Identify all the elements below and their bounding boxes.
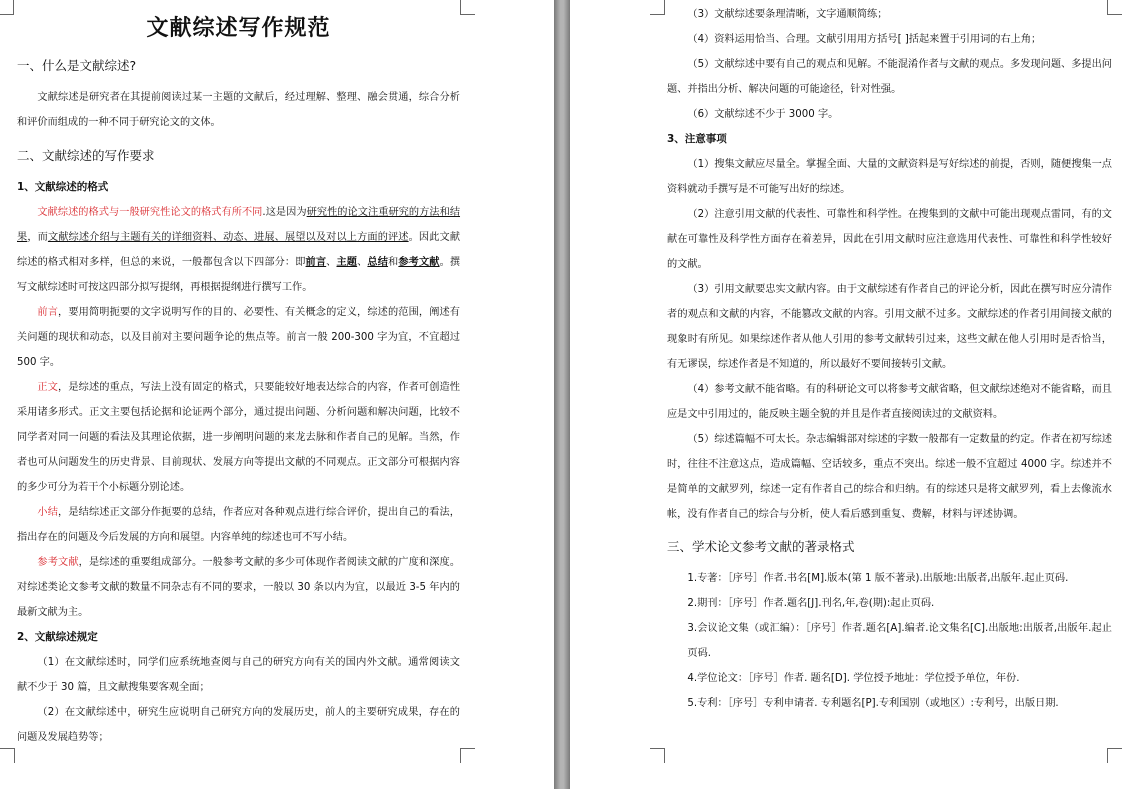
note-item: （4）参考文献不能省略。有的科研论文可以将参考文献省略，但文献综述绝对不能省略，而且应是文中引用过的，能反映主题全貌的并且是作者直接阅读过的文献资料。 (667, 384, 1112, 420)
paragraph-summary (17, 500, 460, 550)
corner-mark (1107, 748, 1122, 763)
section-heading-3: 三、学术论文参考文献的著录格式 (667, 539, 855, 554)
text-run: ，是结综述正文部分作扼要的总结，作者应对各种观点进行综合评价，提出自己的看法，指出存在的问题及今后发展的方向和展望。内容单纯的综述也可不写小结。 (17, 507, 460, 543)
text-run: 、 (326, 257, 337, 268)
section-heading-2: 二、文献综述的写作要求 (17, 148, 155, 163)
rule-item: （5）文献综述中要有自己的观点和见解。不能混淆作者与文献的观点。多发现问题、多提出问题、并指出分析、解决问题的可能途径，针对性强。 (667, 59, 1112, 95)
corner-mark (650, 0, 665, 15)
text-run: ，要用简明扼要的文字说明写作的目的、必要性、有关概念的定义，综述的范围，阐述有关问题的现状和动态，以及目前对主要问题争论的焦点等。前言一般 200-300 字为宜，不宜超过 500 字。 (17, 307, 460, 368)
rule-item: （3）文献综述要条理清晰，文字通顺简练； (687, 9, 888, 20)
paragraph-format (17, 200, 460, 300)
subheading-notes: 3、注意事项 (667, 133, 727, 145)
rule-item: （4）资料运用恰当、合理。文献引用用方括号[ ]括起来置于引用词的右上角； (687, 34, 1042, 45)
corner-mark (460, 0, 475, 15)
reference-format-item: 1.专著：［序号］作者.书名[M].版本(第 1 版不著录).出版地:出版者,出版年.起止页码. (687, 573, 1069, 584)
rule-item: （1）在文献综述时，同学们应系统地查阅与自己的研究方向有关的国内外文献。通常阅读文献不少于 30 篇，且文献搜集要客观全面； (17, 657, 460, 693)
text-run: 。撰写文献综述时可按这四部分拟写提纲，再根据提纲进行撰写工作。 (17, 257, 461, 293)
text-run: ，是综述的重点，写法上没有固定的格式，只要能较好地表达综合的内容，作者可创造性采用诸多形式。正文主要包括论据和论证两个部分，通过提出问题、分析问题和解决问题，比较不同学者对同一问题的看法及其理论依据，进一步阐明问题的来龙去脉和作者自己的见解。当然，作者也可从问题发生的历史背景、目前现状、发展方向等提出文献的不同观点。正文部分可根据内容的多少可分为若干个小标题分别论述。 (17, 382, 460, 493)
highlight-text: 参考文献 (37, 557, 79, 568)
underlined-text: 研究性的论文注重研究的方法和结果 (17, 207, 461, 243)
text-run: 、 (357, 257, 368, 268)
corner-mark (460, 748, 475, 763)
note-item: （2）注意引用文献的代表性、可靠性和科学性。在搜集到的文献中可能出现观点雷同，有的文献在可靠性及科学性方面存在着差异，因此在引用文献时应注意选用代表性、可靠性和科学性较好的文献。 (667, 209, 1112, 270)
highlight-text: 文献综述的格式与一般研究性论文的格式有所不同 (37, 207, 263, 218)
note-item: （3）引用文献要忠实文献内容。由于文献综述有作者自己的评论分析，因此在撰写时应分清作者的观点和文献的内容，不能篡改文献的内容。引用文献不过多。文献综述的作者引用间接文献的现象时有所见。如果综述作者从他人引用的参考文献转引过来，这些文献在他人引用时是否恰当，有无谬误，综述作者是不知道的，所以最好不要间接转引文献。 (667, 284, 1112, 370)
corner-mark (0, 0, 14, 15)
document-page-1 (0, 0, 554, 789)
rule-item: （6）文献综述不少于 3000 字。 (687, 109, 839, 120)
paragraph-references (17, 550, 460, 625)
paragraph-definition: 文献综述是研究者在其提前阅读过某一主题的文献后，经过理解、整理、融会贯通，综合分析和评价而组成的一种不同于研究论文的文体。 (17, 92, 460, 128)
corner-mark (650, 748, 665, 763)
text-run: ，而 (27, 232, 48, 243)
text-run: 。因此文献综述的格式相对多样，但总的来说，一般都包含以下四部分：即 (17, 232, 461, 268)
paragraph-body (17, 375, 460, 500)
note-item: （5）综述篇幅不可太长。杂志编辑部对综述的字数一般都有一定数量的约定。作者在初写综述时，往往不注意这点，造成篇幅、空话较多，重点不突出。综述一般不宜超过 4000 字。综述并不是简单的文献罗列，综述一定有作者自己的综合和归纳。有的综述只是将文献罗列，看上去像流水帐，没有作者自己的综合与分析，使人看后感到重复、费解，材料与评述协调。 (667, 434, 1112, 520)
keyword-topic: 主题 (336, 257, 358, 268)
subheading-rules: 2、文献综述规定 (17, 631, 98, 643)
section-heading-1: 一、什么是文献综述? (17, 58, 137, 73)
page-gap (554, 0, 570, 789)
keyword-summary: 总结 (367, 257, 389, 268)
note-item: （1）搜集文献应尽量全。掌握全面、大量的文献资料是写好综述的前提，否则，随便搜集一点资料就动手撰写是不可能写出好的综述。 (667, 159, 1112, 195)
keyword-references: 参考文献 (398, 257, 440, 268)
rule-item: （2）在文献综述中，研究生应说明自己研究方向的发展历史，前人的主要研究成果，存在的问题及发展趋势等； (17, 707, 460, 743)
reference-format-item: 2.期刊：［序号］作者.题名[J].刊名,年,卷(期):起止页码. (687, 598, 935, 609)
document-title: 文献综述写作规范 (146, 15, 331, 41)
text-run: 和 (388, 257, 399, 268)
text-run: .这是因为 (262, 207, 307, 218)
reference-format-item: 3.会议论文集（或汇编）：［序号］作者.题名[A].编者.论文集名[C].出版地:出版者,出版年.起止页码. (687, 623, 1112, 659)
page-2-content (667, 2, 1112, 716)
corner-mark (0, 748, 15, 763)
document-page-2 (570, 0, 1122, 789)
reference-format-item: 4.学位论文：［序号］作者. 题名[D]. 学位授予地址：学位授予单位，年份. (687, 673, 1020, 684)
highlight-text: 小结 (37, 507, 59, 518)
keyword-preface: 前言 (305, 257, 327, 268)
paragraph-preface (17, 300, 460, 375)
reference-format-item: 5.专利：［序号］专利申请者. 专利题名[P].专利国别（或地区）:专利号，出版日期. (687, 698, 1059, 709)
underlined-text: 文献综述介绍与主题有关的详细资料、动态、进展、展望以及对以上方面的评述 (47, 232, 409, 243)
page-1-content (17, 8, 460, 750)
text-run: ，是综述的重要组成部分。一般参考文献的多少可体现作者阅读文献的广度和深度。对综述类论文参考文献的数量不同杂志有不同的要求，一般以 30 条以内为宜，以最近 3-5 年内的最新文献为主。 (17, 557, 461, 618)
highlight-text: 正文 (37, 382, 59, 393)
highlight-text: 前言 (37, 307, 59, 318)
subheading-format: 1、文献综述的格式 (17, 181, 109, 193)
